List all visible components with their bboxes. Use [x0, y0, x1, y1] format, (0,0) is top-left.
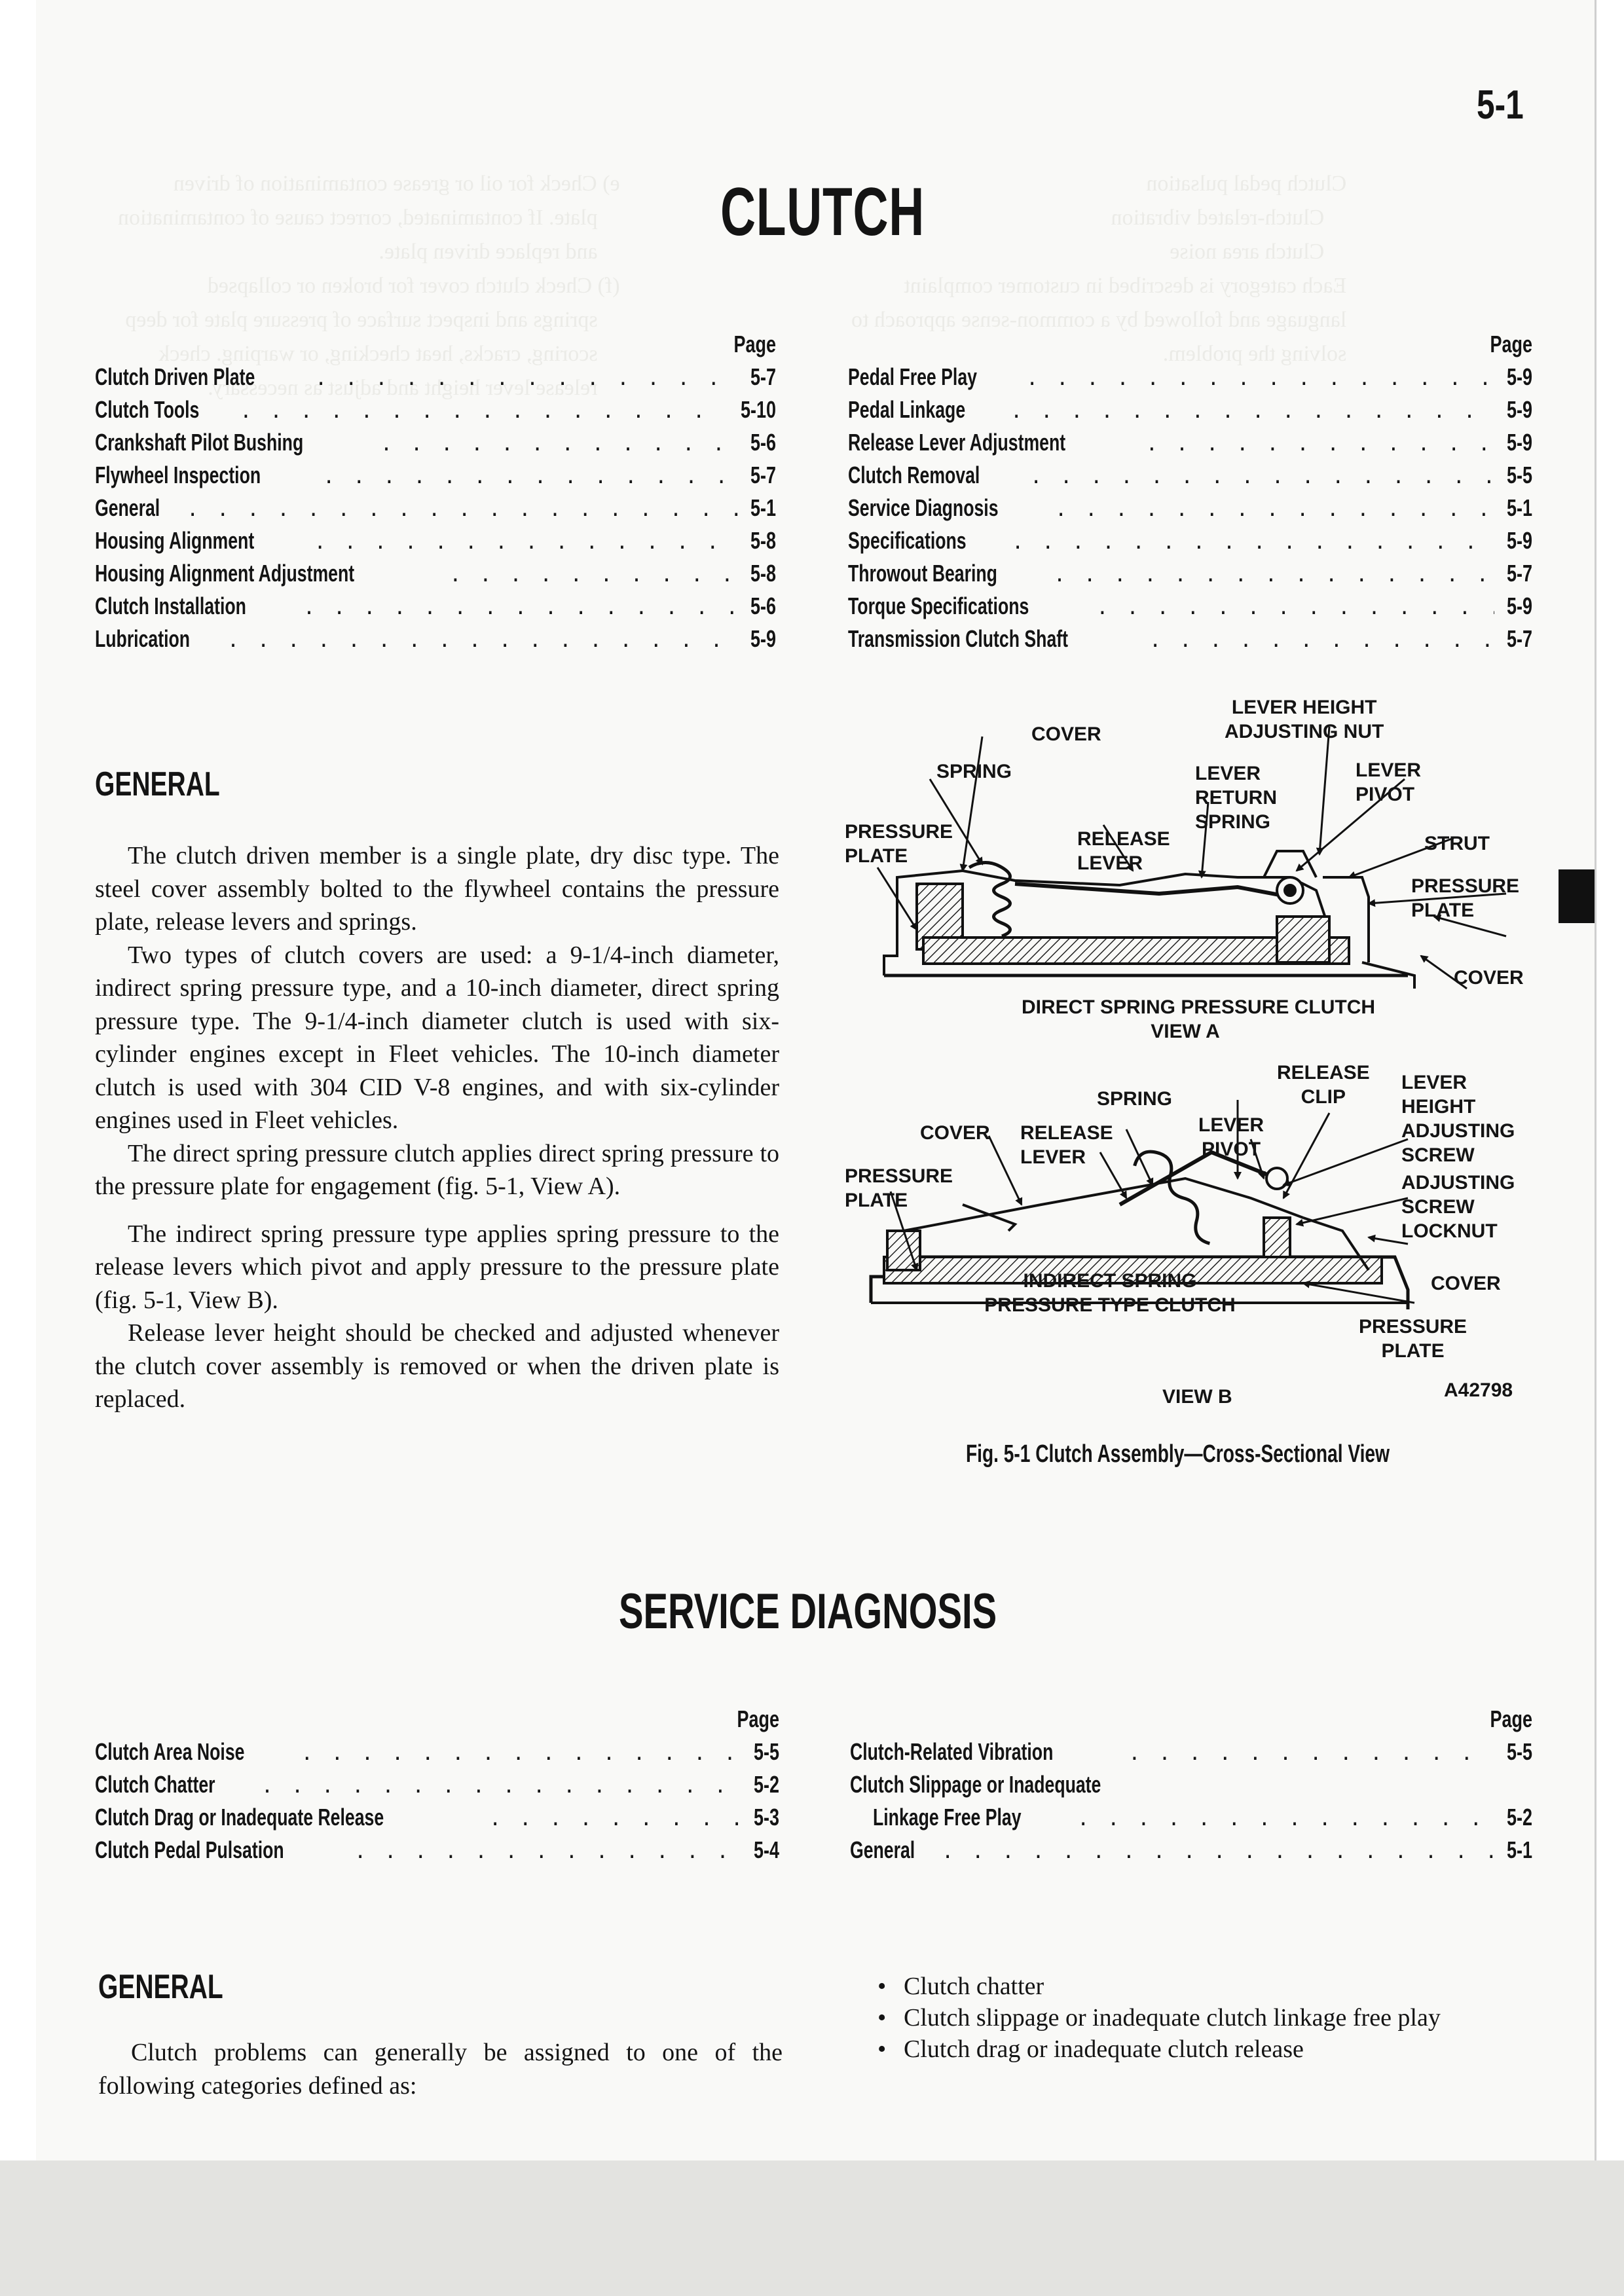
- toc-row[interactable]: [848, 363, 1532, 396]
- toc-label: Clutch Slippage or Inadequate: [850, 1771, 1101, 1798]
- clutch-cross-section-figure: [845, 681, 1539, 1480]
- general-diagnosis-heading: GENERAL: [98, 1968, 223, 2006]
- toc-page-header: Page: [737, 1705, 779, 1732]
- toc-row[interactable]: [95, 1836, 779, 1869]
- label-spring-b: SPRING: [1097, 1088, 1173, 1110]
- general-diagnosis-intro: [98, 2036, 783, 2102]
- bleed-through-right: Clutch pedal pulsation Clutch-related vibration Clutch area noise Each category is described in customer complaint language and followed by a common-sense approach to solving the problem.: [851, 172, 1347, 366]
- toc-label: Crankshaft Pilot Bushing: [95, 429, 304, 456]
- toc-row[interactable]: [850, 1771, 1532, 1804]
- label-release-lever-b: RELEASE LEVER: [1020, 1122, 1113, 1168]
- toc-page-header: Page: [1490, 331, 1532, 357]
- toc-page: 5-9: [1506, 363, 1532, 390]
- toc-label: Clutch Installation: [95, 592, 246, 619]
- toc-label: Clutch Pedal Pulsation: [95, 1836, 284, 1863]
- caption-view-b: INDIRECT SPRING PRESSURE TYPE CLUTCH: [984, 1270, 1236, 1316]
- paragraph: Two types of clutch covers are used: a 9-1/4-inch diameter, indirect spring pressure type, and a 10-inch diameter, direct spring pressure type. The 9-1/4-inch diameter clutch is used with six-cylinder engines except in Fleet vehicles. The 10-inch diameter clutch is used with 304 CID V-8 engines, and with six-cylinder engines used in Fleet vehicles.: [95, 941, 779, 1134]
- label-lever-height-adjusting-screw: LEVER HEIGHT ADJUSTING SCREW: [1401, 1072, 1515, 1166]
- label-pressure-plate-b-right: PRESSURE PLATE: [1359, 1316, 1467, 1362]
- toc-label: Release Lever Adjustment: [848, 429, 1066, 456]
- list-item: • Clutch chatter: [877, 1971, 1539, 2002]
- label-release-lever: RELEASE LEVER: [1077, 828, 1170, 874]
- scan-background: [0, 2160, 1624, 2296]
- label-lever-pivot-b: LEVER PIVOT: [1198, 1114, 1264, 1160]
- label-spring: SPRING: [936, 761, 1012, 782]
- toc-row[interactable]: [850, 1836, 1532, 1869]
- toc-page: 5-7: [1506, 625, 1532, 652]
- toc-row[interactable]: [95, 1804, 779, 1836]
- toc-page-header: Page: [1490, 1705, 1532, 1732]
- diagnosis-toc-right: [850, 1705, 1532, 1869]
- general-heading: GENERAL: [95, 765, 220, 803]
- toc-row[interactable]: [848, 592, 1532, 625]
- label-pressure-plate-right: PRESSURE PLATE: [1411, 875, 1520, 921]
- label-pressure-plate: PRESSURE PLATE: [845, 821, 953, 867]
- label-cover: COVER: [1031, 723, 1101, 745]
- toc-page: 5-9: [750, 625, 776, 652]
- toc-page: 5-1: [1506, 1836, 1532, 1863]
- toc-label: General: [850, 1836, 915, 1863]
- toc-page: 5-8: [750, 560, 776, 587]
- toc-row[interactable]: [95, 1738, 779, 1771]
- toc-row[interactable]: [95, 363, 776, 396]
- diagnosis-toc-left: [95, 1705, 779, 1869]
- toc-row[interactable]: [848, 429, 1532, 462]
- toc-page: 5-6: [750, 429, 776, 456]
- toc-label: Clutch Removal: [848, 462, 980, 488]
- toc-page: 5-5: [1506, 1738, 1532, 1765]
- toc-page: 5-8: [750, 527, 776, 554]
- toc-page: 5-10: [740, 396, 776, 423]
- general-body: [95, 839, 779, 1416]
- toc-label: Linkage Free Play: [873, 1804, 1022, 1831]
- bleed-through-left: e) Check for oil or grease contamination of driven plate. If contaminated, correct cause of contamination and replace driven plate. (f) Check clutch cover for broken or collapsed springs and inspect surface of pressure plate for deep scoring, cracks, heat checking, or warping. check release lever height and adjust as necessary.: [118, 172, 620, 400]
- toc-label: Housing Alignment: [95, 527, 255, 554]
- toc-row[interactable]: [848, 560, 1532, 592]
- toc-page: 5-4: [753, 1836, 779, 1863]
- section-tab-marker: [1559, 869, 1595, 923]
- label-lever-return-spring: LEVER RETURN SPRING: [1195, 763, 1277, 833]
- paragraph: The direct spring pressure clutch applies direct spring pressure to the pressure plate for engagement (fig. 5-1, View A).: [95, 1139, 779, 1200]
- toc-row[interactable]: [850, 1804, 1532, 1836]
- toc-page: 5-3: [753, 1804, 779, 1831]
- toc-label: Lubrication: [95, 625, 191, 652]
- label-cover-b: COVER: [920, 1122, 990, 1144]
- label-cover-right: COVER: [1454, 967, 1524, 989]
- toc-row[interactable]: [95, 1771, 779, 1804]
- toc-label: Throwout Bearing: [848, 560, 997, 587]
- toc-page: 5-2: [753, 1771, 779, 1798]
- toc-page: 5-9: [1506, 527, 1532, 554]
- paragraph: Release lever height should be checked and adjusted whenever the clutch cover assembly is removed or when the driven plate is replaced.: [95, 1319, 779, 1413]
- page-number: 5-1: [1477, 82, 1524, 128]
- toc-page: 5-7: [750, 363, 776, 390]
- toc-page: 5-1: [1506, 494, 1532, 521]
- toc-row[interactable]: [95, 527, 776, 560]
- toc-label: Clutch Area Noise: [95, 1738, 245, 1765]
- toc-label: Specifications: [848, 527, 967, 554]
- figure-caption: Fig. 5-1 Clutch Assembly—Cross-Sectional View: [966, 1440, 1390, 1468]
- label-strut: STRUT: [1424, 833, 1490, 854]
- toc-page: 5-2: [1506, 1804, 1532, 1831]
- toc-row[interactable]: [848, 462, 1532, 494]
- paragraph: The clutch driven member is a single plate, dry disc type. The steel cover assembly bolted to the flywheel contains the pressure plate, release levers and springs.: [95, 842, 779, 936]
- toc-label: Service Diagnosis: [848, 494, 999, 521]
- toc-label: Transmission Clutch Shaft: [848, 625, 1069, 652]
- toc-row[interactable]: [850, 1738, 1532, 1771]
- toc-label: Flywheel Inspection: [95, 462, 261, 488]
- toc-row[interactable]: [848, 625, 1532, 658]
- toc-row[interactable]: [95, 560, 776, 592]
- figure-code: A42798: [1444, 1379, 1513, 1401]
- toc-row[interactable]: [95, 494, 776, 527]
- toc-label: Clutch Chatter: [95, 1771, 215, 1798]
- toc-label: Pedal Linkage: [848, 396, 966, 423]
- toc-label: Clutch Drag or Inadequate Release: [95, 1804, 384, 1831]
- toc-row[interactable]: [848, 527, 1532, 560]
- paragraph: Clutch problems can generally be assigned to one of the following categories defined as:: [98, 2039, 783, 2100]
- toc-label: Clutch-Related Vibration: [850, 1738, 1054, 1765]
- label-adjusting-screw-locknut: ADJUSTING SCREW LOCKNUT: [1401, 1172, 1515, 1242]
- caption-view-b-label: VIEW B: [1162, 1386, 1232, 1408]
- toc-label: Pedal Free Play: [848, 363, 977, 390]
- list-item: • Clutch drag or inadequate clutch release: [877, 2033, 1539, 2065]
- page-title: CLUTCH: [720, 174, 925, 250]
- toc-row[interactable]: [95, 429, 776, 462]
- toc-row[interactable]: [95, 396, 776, 429]
- toc-row[interactable]: [95, 625, 776, 658]
- label-cover-b-right: COVER: [1431, 1273, 1501, 1294]
- toc-page: 5-5: [1506, 462, 1532, 488]
- paragraph: The indirect spring pressure type applies spring pressure to the release levers which pivot and apply pressure to the pressure plate (fig. 5-1, View B).: [95, 1220, 779, 1314]
- toc-row[interactable]: [848, 494, 1532, 527]
- toc-label: General: [95, 494, 160, 521]
- toc-page: 5-7: [1506, 560, 1532, 587]
- toc-label: Clutch Driven Plate: [95, 363, 255, 390]
- service-diagnosis-title: SERVICE DIAGNOSIS: [619, 1584, 997, 1639]
- toc-row[interactable]: [95, 462, 776, 494]
- diagnosis-categories-list: [877, 1971, 1539, 2065]
- toc-label: Torque Specifications: [848, 592, 1029, 619]
- label-lever-pivot: LEVER PIVOT: [1356, 759, 1422, 805]
- label-release-clip: RELEASE CLIP: [1277, 1062, 1370, 1108]
- toc-page-header: Page: [733, 331, 776, 357]
- toc-label: Housing Alignment Adjustment: [95, 560, 355, 587]
- label-lever-height-adjusting-nut: LEVER HEIGHT ADJUSTING NUT: [1225, 697, 1384, 742]
- toc-page: 5-5: [753, 1738, 779, 1765]
- toc-right: [848, 331, 1532, 658]
- list-item: • Clutch slippage or inadequate clutch linkage free play: [877, 2002, 1539, 2033]
- caption-view-a: DIRECT SPRING PRESSURE CLUTCH VIEW A: [1022, 996, 1376, 1042]
- label-pressure-plate-b: PRESSURE PLATE: [845, 1165, 953, 1211]
- toc-page: 5-9: [1506, 429, 1532, 456]
- toc-page: 5-6: [750, 592, 776, 619]
- toc-row[interactable]: [95, 592, 776, 625]
- toc-page: 5-9: [1506, 396, 1532, 423]
- toc-label: Clutch Tools: [95, 396, 200, 423]
- toc-page: 5-7: [750, 462, 776, 488]
- toc-row[interactable]: [848, 396, 1532, 429]
- toc-page: 5-9: [1506, 592, 1532, 619]
- toc-left: [95, 331, 776, 658]
- toc-page: 5-1: [750, 494, 776, 521]
